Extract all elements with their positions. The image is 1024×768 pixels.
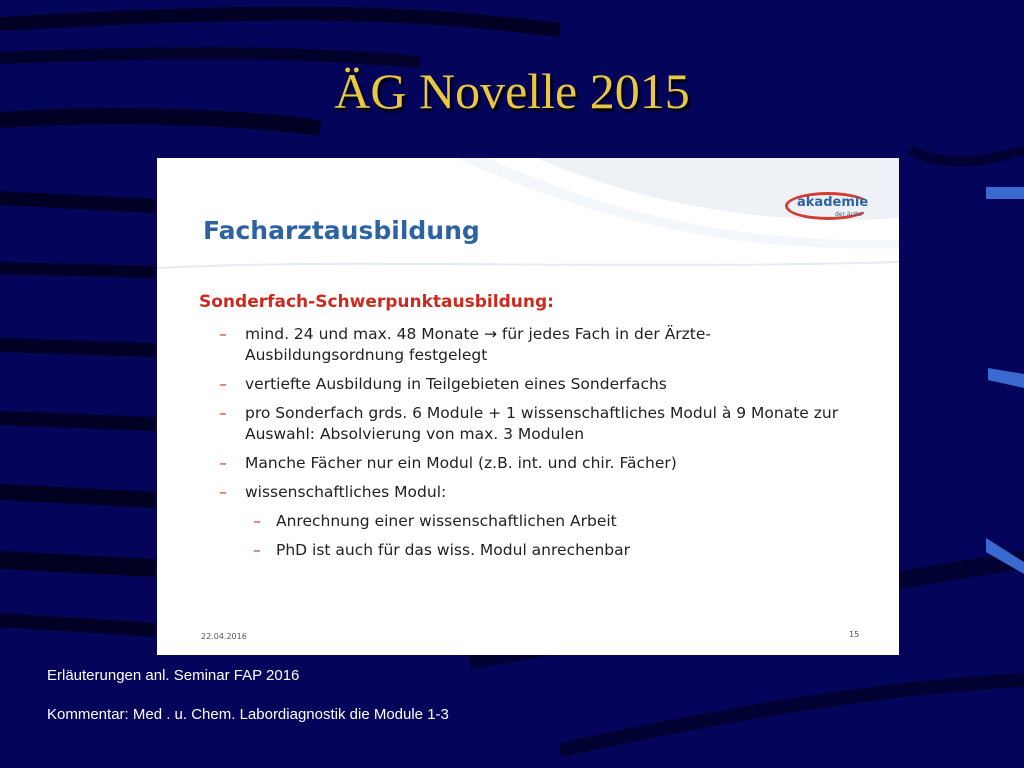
bullet-text: mind. 24 und max. 48 Monate → für jedes Fach in der Ärzte-Ausbildungsordnung festgelegt [245, 325, 712, 364]
dash-icon: – [219, 404, 227, 422]
sub-bullet-item [157, 511, 899, 532]
dash-icon: – [219, 375, 227, 393]
bullet-list [157, 324, 899, 569]
dash-icon: – [253, 541, 261, 559]
dash-icon: – [253, 512, 261, 530]
sub-bullet-item [157, 540, 899, 561]
slide-date: 22.04.2016 [201, 632, 247, 641]
bullet-item [157, 482, 899, 503]
bullet-text: pro Sonderfach grds. 6 Module + 1 wissenschaftliches Modul à 9 Monate zur Auswahl: Absolvierung von max. 3 Modulen [245, 404, 839, 443]
bullet-item [157, 403, 899, 445]
slide-heading: Facharztausbildung [203, 216, 480, 245]
bullet-item [157, 374, 899, 395]
bullet-text: vertiefte Ausbildung in Teilgebieten eines Sonderfachs [245, 375, 667, 393]
dash-icon: – [219, 483, 227, 501]
bullet-item [157, 453, 899, 474]
bullet-text: wissenschaftliches Modul: [245, 483, 447, 501]
slide-page-number: 15 [849, 630, 860, 639]
dash-icon: – [219, 325, 227, 343]
note-line-2: Kommentar: Med . u. Chem. Labordiagnostik die Module 1-3 [47, 706, 449, 723]
embedded-slide-image [157, 158, 899, 655]
dash-icon: – [219, 454, 227, 472]
logo-text: akademie [797, 195, 869, 210]
bullet-text: Anrechnung einer wissenschaftlichen Arbeit [276, 512, 617, 530]
bullet-item [157, 324, 899, 366]
akademie-logo [785, 190, 875, 224]
logo-subtext: der ärzte [835, 211, 863, 218]
bullet-text: PhD ist auch für das wiss. Modul anrechenbar [276, 541, 630, 559]
section-title: Sonderfach-Schwerpunktausbildung: [199, 292, 554, 312]
slide-title: ÄG Novelle 2015 [334, 63, 690, 119]
note-line-1: Erläuterungen anl. Seminar FAP 2016 [47, 667, 300, 684]
bullet-text: Manche Fächer nur ein Modul (z.B. int. und chir. Fächer) [245, 454, 677, 472]
